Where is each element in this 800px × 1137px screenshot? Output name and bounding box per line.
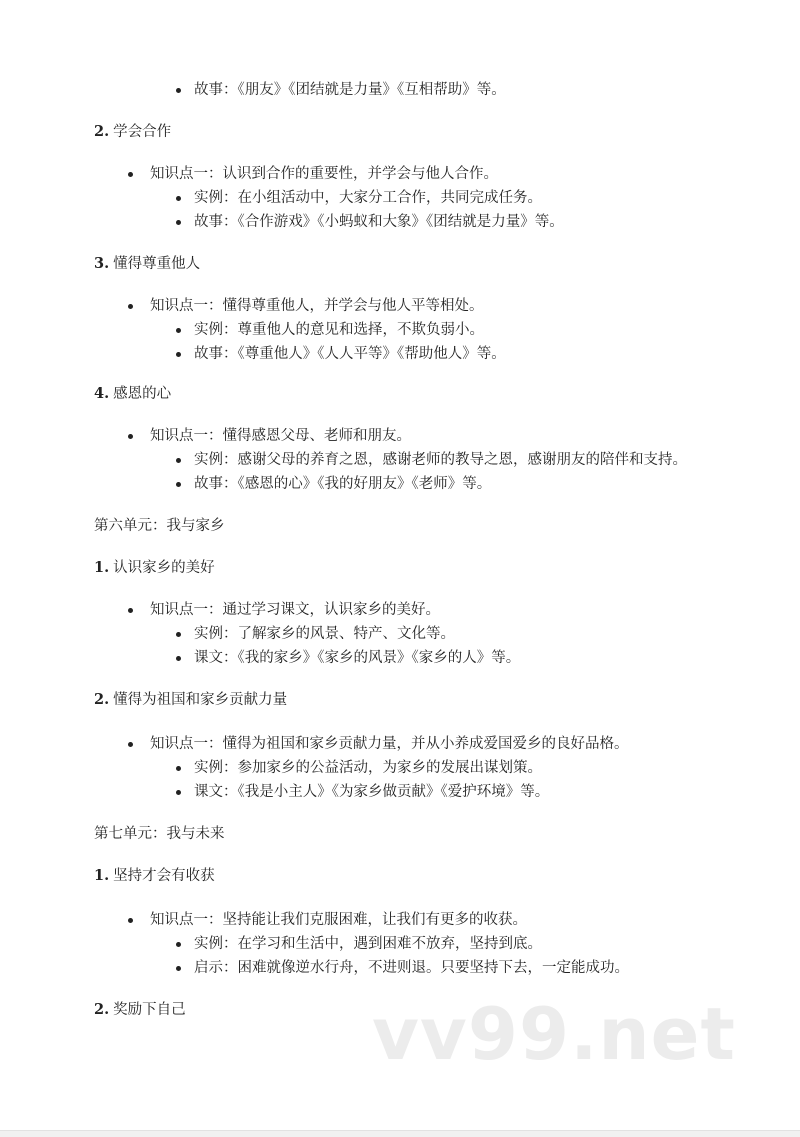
section-heading <box>94 866 215 886</box>
watermark: vv99.net <box>372 992 736 1076</box>
bullet <box>128 608 133 613</box>
bullet <box>176 942 181 947</box>
knowledge-point: 知识点一：懂得为祖国和家乡贡献力量，并从小养成爱国爱乡的良好品格。 <box>150 736 629 752</box>
example-line: 实例：感谢父母的养育之恩，感谢老师的教导之恩，感谢朋友的陪伴和支持。 <box>194 452 687 468</box>
insight-line: 启示：困难就像逆水行舟，不进则退。只要坚持下去，一定能成功。 <box>194 960 629 976</box>
section-heading <box>94 558 215 578</box>
bullet <box>128 918 133 923</box>
heading-text: 认识家乡的美好 <box>113 560 215 576</box>
section-heading <box>94 122 171 142</box>
knowledge-point: 知识点一：通过学习课文，认识家乡的美好。 <box>150 602 440 618</box>
knowledge-point: 知识点一：懂得尊重他人，并学会与他人平等相处。 <box>150 298 484 314</box>
story-line: 故事：《合作游戏》《小蚂蚁和大象》《团结就是力量》等。 <box>194 214 564 230</box>
unit-title: 第七单元：我与未来 <box>94 826 225 842</box>
text-line: 课文：《我的家乡》《家乡的风景》《家乡的人》等。 <box>194 650 521 666</box>
section-heading <box>94 1000 186 1020</box>
heading-text: 奖励下自己 <box>113 1002 186 1018</box>
heading-number: 1. <box>94 867 110 884</box>
heading-number: 2. <box>94 691 110 708</box>
heading-text: 坚持才会有收获 <box>113 868 215 884</box>
bullet <box>176 88 181 93</box>
bullet <box>128 172 133 177</box>
heading-text: 懂得尊重他人 <box>113 256 201 272</box>
bullet <box>176 220 181 225</box>
heading-text: 学会合作 <box>113 124 172 140</box>
example-line: 实例：参加家乡的公益活动，为家乡的发展出谋划策。 <box>194 760 542 776</box>
bullet <box>176 458 181 463</box>
bullet <box>128 742 133 747</box>
heading-number: 2. <box>94 123 110 140</box>
bullet <box>176 766 181 771</box>
example-line: 实例：了解家乡的风景、特产、文化等。 <box>194 626 455 642</box>
bullet <box>176 352 181 357</box>
section-heading <box>94 254 200 274</box>
text-line: 课文：《我是小主人》《为家乡做贡献》《爱护环境》等。 <box>194 784 550 800</box>
heading-number: 4. <box>94 385 110 402</box>
section-heading <box>94 690 287 710</box>
knowledge-point: 知识点一：认识到合作的重要性，并学会与他人合作。 <box>150 166 498 182</box>
bullet <box>176 196 181 201</box>
bullet <box>128 434 133 439</box>
page-bottom-edge <box>0 1130 800 1137</box>
bullet <box>176 632 181 637</box>
knowledge-point: 知识点一：坚持能让我们克服困难，让我们有更多的收获。 <box>150 912 527 928</box>
story-line: 故事：《尊重他人》《人人平等》《帮助他人》等。 <box>194 346 506 362</box>
bullet <box>176 482 181 487</box>
example-line: 实例：在学习和生活中，遇到困难不放弃，坚持到底。 <box>194 936 542 952</box>
section-heading <box>94 384 171 404</box>
story-line: 故事：《朋友》《团结就是力量》《互相帮助》等。 <box>194 82 506 98</box>
bullet <box>128 304 133 309</box>
bullet <box>176 966 181 971</box>
bullet <box>176 328 181 333</box>
heading-text: 感恩的心 <box>113 386 172 402</box>
heading-number: 1. <box>94 559 110 576</box>
bullet <box>176 656 181 661</box>
heading-text: 懂得为祖国和家乡贡献力量 <box>113 692 288 708</box>
example-line: 实例：尊重他人的意见和选择，不欺负弱小。 <box>194 322 484 338</box>
heading-number: 3. <box>94 255 110 272</box>
knowledge-point: 知识点一：懂得感恩父母、老师和朋友。 <box>150 428 411 444</box>
story-line: 故事：《感恩的心》《我的好朋友》《老师》等。 <box>194 476 492 492</box>
unit-title: 第六单元：我与家乡 <box>94 518 225 534</box>
bullet <box>176 790 181 795</box>
example-line: 实例：在小组活动中，大家分工合作，共同完成任务。 <box>194 190 542 206</box>
heading-number: 2. <box>94 1001 110 1018</box>
